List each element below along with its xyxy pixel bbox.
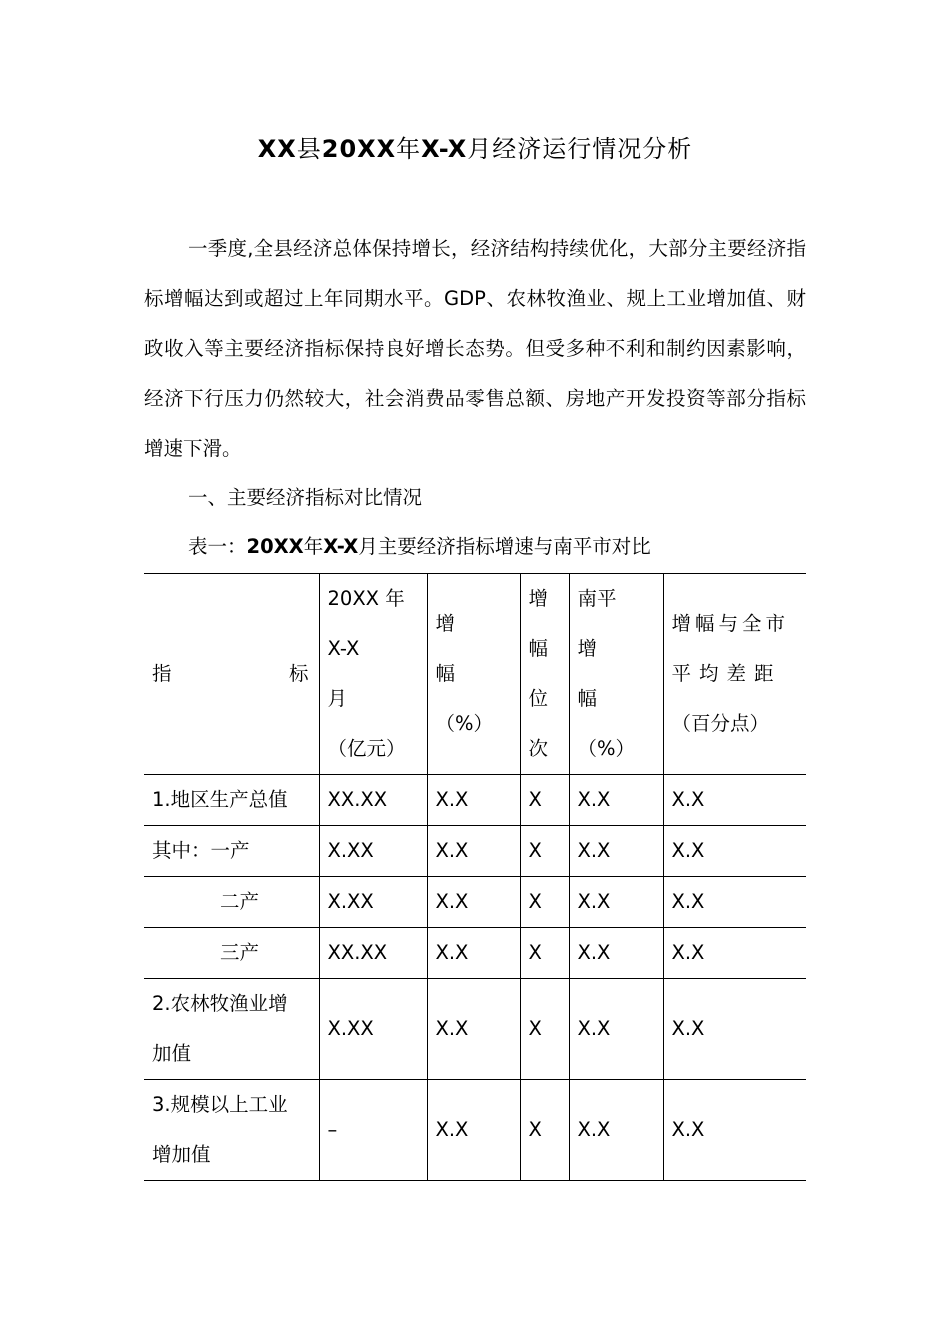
section-heading: 一、主要经济指标对比情况 <box>188 486 423 509</box>
header-rank-char2: 幅 <box>528 637 549 660</box>
cell-rank: X <box>520 877 569 928</box>
cell-nanping: X.X <box>569 775 663 826</box>
cell-indicator: 三产 <box>144 928 319 979</box>
header-rank-char3: 位 <box>528 687 549 710</box>
cell-indicator-line2: 加值 <box>152 1042 192 1065</box>
header-value-line1: 20XX 年 <box>327 587 405 610</box>
header-nanping-char1: 增 <box>577 637 598 660</box>
header-rank-char1: 增 <box>528 587 549 610</box>
title-prefix: XX <box>257 135 297 163</box>
title-part2: 年 <box>396 135 422 163</box>
cell-nanping: X.X <box>569 979 663 1080</box>
caption-prefix: 表一： <box>188 535 247 558</box>
caption-mid: 年 <box>303 535 324 558</box>
header-nanping-line3: （%） <box>577 737 636 760</box>
title-year: 20XX <box>321 135 397 163</box>
table-caption <box>188 522 651 572</box>
header-growth-char2: 幅 <box>435 662 456 685</box>
cell-growth: X.X <box>427 979 520 1080</box>
header-indicator <box>144 574 319 775</box>
cell-nanping: X.X <box>569 877 663 928</box>
cell-gap: X.X <box>663 1080 806 1181</box>
caption-rest: 月主要经济指标增速与南平市对比 <box>358 535 651 558</box>
cell-value: XX.XX <box>319 928 427 979</box>
header-nanping-line1: 南平 <box>577 587 617 610</box>
cell-value: X.XX <box>319 826 427 877</box>
header-nanping <box>569 574 663 775</box>
document-title <box>0 131 950 167</box>
cell-gap: X.X <box>663 928 806 979</box>
header-gap-line3: （百分点） <box>671 712 770 735</box>
cell-growth: X.X <box>427 877 520 928</box>
cell-indicator-line1: 3.规模以上工业 <box>152 1093 288 1116</box>
cell-nanping: X.X <box>569 1080 663 1181</box>
cell-nanping: X.X <box>569 826 663 877</box>
header-growth <box>427 574 520 775</box>
header-gap-line1: 增幅与全市 <box>671 612 790 635</box>
header-growth-char1: 增 <box>435 612 456 635</box>
cell-gap: X.X <box>663 877 806 928</box>
header-value-line3: （亿元） <box>327 737 406 760</box>
cell-indicator: 1.地区生产总值 <box>144 775 319 826</box>
cell-value: – <box>319 1080 427 1181</box>
table-row <box>144 1080 806 1181</box>
header-indicator-char2: 标 <box>288 662 309 685</box>
title-part1: 县 <box>296 135 322 163</box>
header-value-line2b: 月 <box>327 687 348 710</box>
cell-gap: X.X <box>663 826 806 877</box>
cell-indicator-line1: 2.农林牧渔业增 <box>152 992 288 1015</box>
table-row <box>144 928 806 979</box>
cell-rank: X <box>520 979 569 1080</box>
title-months: X-X <box>421 135 468 163</box>
header-growth-line1 <box>436 599 520 699</box>
cell-indicator <box>144 979 319 1080</box>
title-part3: 月经济运行情况分析 <box>467 135 693 163</box>
header-value <box>319 574 427 775</box>
cell-gap: X.X <box>663 775 806 826</box>
table-row <box>144 979 806 1080</box>
cell-rank: X <box>520 775 569 826</box>
cell-value: X.XX <box>319 877 427 928</box>
header-value-line2 <box>328 624 427 724</box>
cell-growth: X.X <box>427 775 520 826</box>
table-row <box>144 826 806 877</box>
cell-rank: X <box>520 1080 569 1181</box>
cell-value: X.XX <box>319 979 427 1080</box>
cell-rank: X <box>520 826 569 877</box>
cell-nanping: X.X <box>569 928 663 979</box>
cell-growth: X.X <box>427 928 520 979</box>
header-value-line2a: X-X <box>327 637 360 660</box>
header-rank-char4: 次 <box>528 737 549 760</box>
header-gap <box>663 574 806 775</box>
caption-months: X-X <box>323 535 359 558</box>
cell-rank: X <box>520 928 569 979</box>
cell-gap: X.X <box>663 979 806 1080</box>
table-row <box>144 775 806 826</box>
header-indicator-char1: 指 <box>152 662 172 685</box>
caption-year: 20XX <box>246 535 304 558</box>
cell-indicator-line2: 增加值 <box>152 1143 211 1166</box>
header-nanping-char2: 幅 <box>577 687 598 710</box>
cell-value: XX.XX <box>319 775 427 826</box>
cell-growth: X.X <box>427 826 520 877</box>
cell-growth: X.X <box>427 1080 520 1181</box>
header-nanping-line2 <box>578 624 663 724</box>
cell-indicator <box>144 1080 319 1181</box>
table-row <box>144 877 806 928</box>
table-header-row <box>144 574 806 775</box>
header-rank <box>520 574 569 775</box>
cell-indicator: 其中：一产 <box>144 826 319 877</box>
header-gap-line2: 平均差距 <box>671 662 782 685</box>
intro-paragraph: 一季度,全县经济总体保持增长，经济结构持续优化，大部分主要经济指标增幅达到或超过上年同期水平。GDP、农林牧渔业、规上工业增加值、财政收入等主要经济指标保持良好增长态势。但受多种不利和制约因素影响，经济下行压力仍然较大，社会消费品零售总额、房地产开发投资等部分指标增速下滑。 <box>144 237 806 460</box>
indicator-table <box>144 573 806 1181</box>
header-growth-line2: （%） <box>435 712 494 735</box>
cell-indicator: 二产 <box>144 877 319 928</box>
